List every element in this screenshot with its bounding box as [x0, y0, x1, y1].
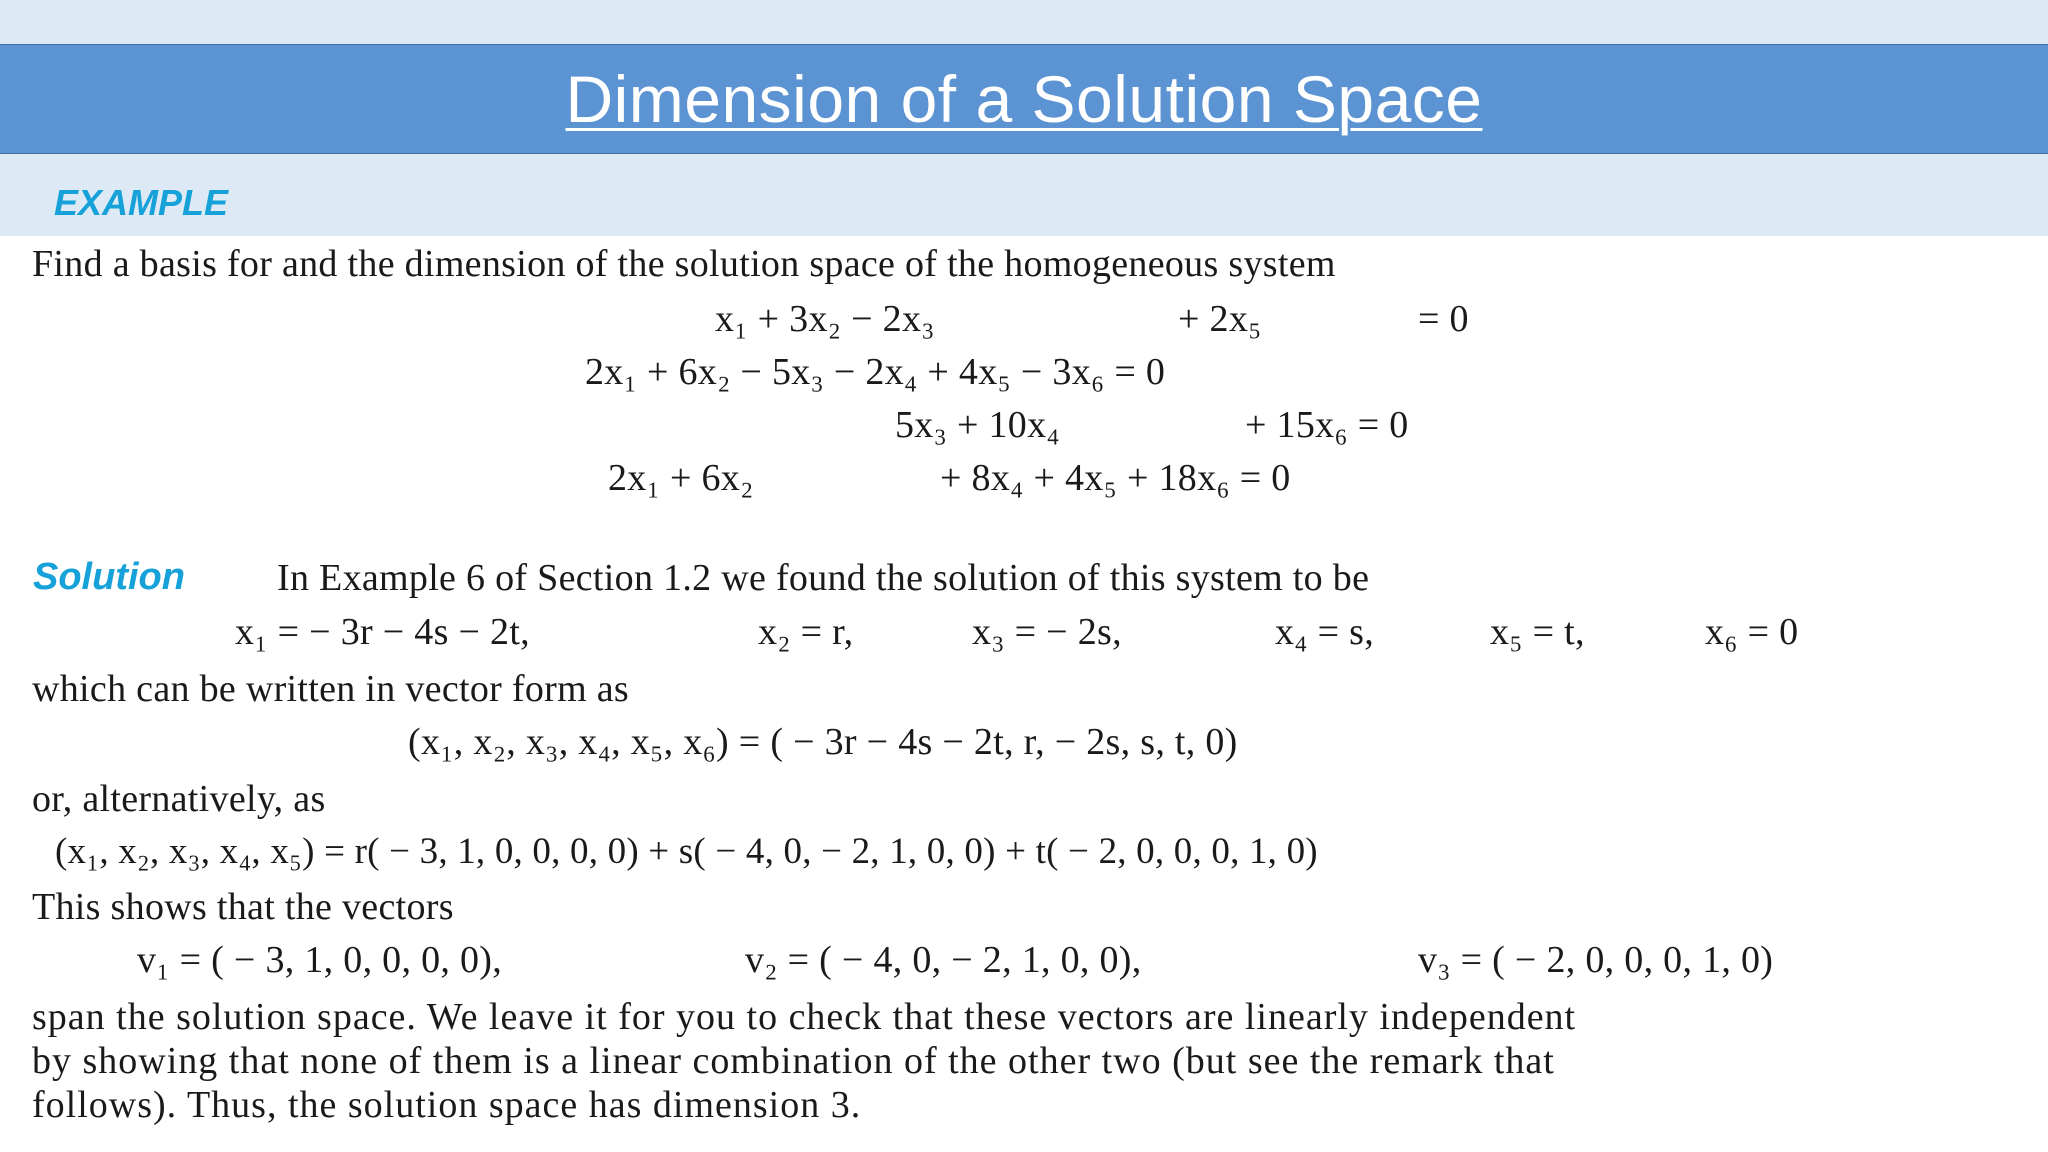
conclusion-line-1: span the solution space. We leave it for you to check that these vectors are linearly independent — [32, 996, 1577, 1038]
shows-text: This shows that the vectors — [32, 886, 454, 928]
conclusion-line-2: by showing that none of them is a linear combination of the other two (but see the remark that — [32, 1040, 1555, 1082]
problem-statement: Find a basis for and the dimension of the solution space of the homogeneous system — [32, 243, 1336, 285]
sol-x1: x₁ = − 3r − 4s − 2t, — [235, 611, 530, 653]
vector-v1: v₁ = ( − 3, 1, 0, 0, 0, 0), — [137, 939, 503, 981]
eq1-x5: + 2x₅ — [1178, 298, 1262, 340]
example-band — [0, 154, 2048, 236]
vector-v2: v₂ = ( − 4, 0, − 2, 1, 0, 0), — [745, 939, 1142, 981]
eq3-rhs: + 15x₆ = 0 — [1245, 404, 1409, 446]
eq4-lhs: 2x₁ + 6x₂ — [608, 457, 754, 499]
eq3-lhs: 5x₃ + 10x₄ — [895, 404, 1060, 446]
sol-x2: x₂ = r, — [758, 611, 854, 653]
sol-x3: x₃ = − 2s, — [972, 611, 1122, 653]
title-bar — [0, 44, 2048, 154]
conclusion-line-3: follows). Thus, the solution space has dimension 3. — [32, 1084, 862, 1126]
slide-title: Dimension of a Solution Space — [565, 62, 1483, 136]
sol-x5: x₅ = t, — [1490, 611, 1585, 653]
eq4-rhs: + 8x₄ + 4x₅ + 18x₆ = 0 — [940, 457, 1291, 499]
solution-label: Solution — [33, 556, 185, 598]
eq1-lhs: x₁ + 3x₂ − 2x₃ — [715, 298, 935, 340]
vector-form-equation: (x₁, x₂, x₃, x₄, x₅, x₆) = ( − 3r − 4s − 2t, r, − 2s, s, t, 0) — [408, 721, 1238, 763]
vector-v3: v₃ = ( − 2, 0, 0, 0, 1, 0) — [1418, 939, 1774, 981]
eq2: 2x₁ + 6x₂ − 5x₃ − 2x₄ + 4x₅ − 3x₆ = 0 — [585, 351, 1166, 393]
example-label: EXAMPLE — [54, 182, 229, 223]
alternative-text: or, alternatively, as — [32, 778, 326, 820]
top-strip — [0, 0, 2048, 44]
alternative-equation: (x₁, x₂, x₃, x₄, x₅) = r( − 3, 1, 0, 0, 0, 0) + s( − 4, 0, − 2, 1, 0, 0) + t( − 2, 0, 0, 0, 1, 0) — [55, 831, 1318, 872]
eq1-rhs: = 0 — [1418, 298, 1469, 340]
sol-x6: x₆ = 0 — [1705, 611, 1799, 653]
solution-intro: In Example 6 of Section 1.2 we found the solution of this system to be — [277, 557, 1370, 599]
vector-form-text: which can be written in vector form as — [32, 668, 630, 710]
sol-x4: x₄ = s, — [1275, 611, 1375, 653]
